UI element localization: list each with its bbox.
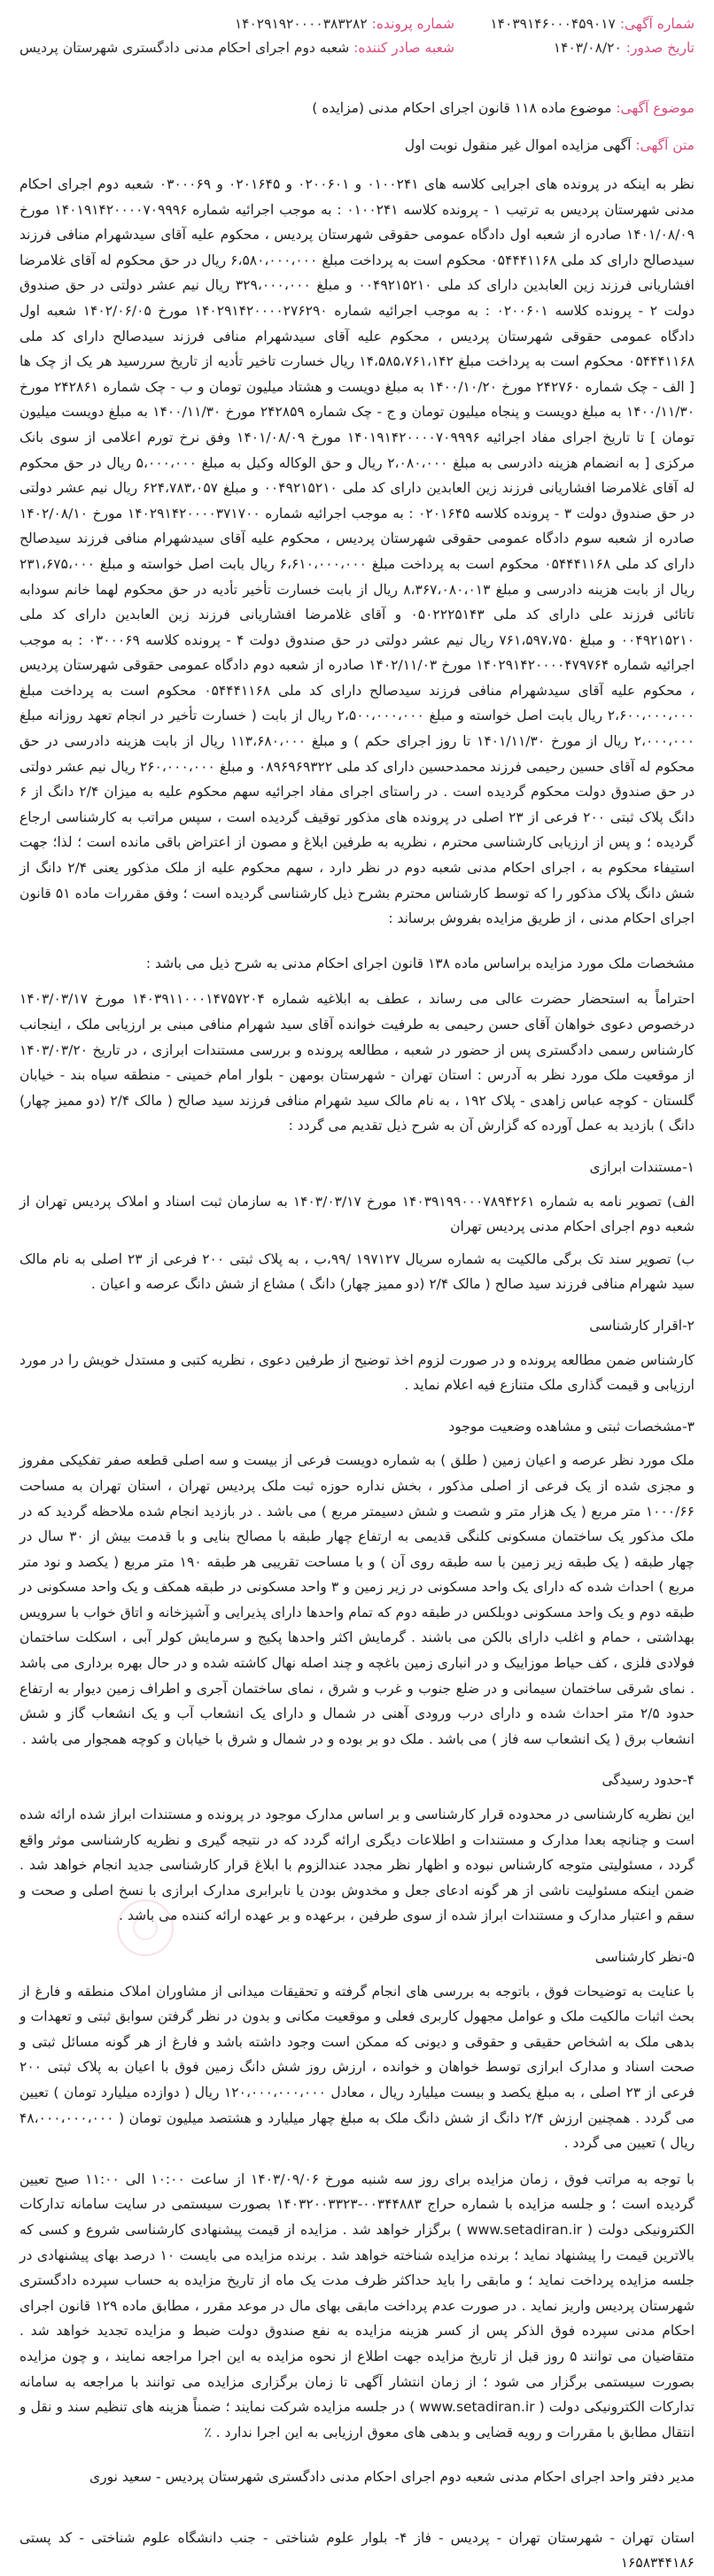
section-heading-declaration: ۲-اقرار کارشناسی (589, 1317, 695, 1334)
property-description-paragraph: ملک مورد نظر عرصه و اعیان زمین ( طلق ) به شماره دویست فرعی از بیست و سه اصلی قطعه صفر تفکیکی مفروز و مجزی شده از یک فرعی از اصلی مذکور ، بخش نداره حوزه ثبت ملک پردیس تهران ، استان تهران به مساحت ۱۰۰۰/۶۶ متر مربع ( یک هزار متر و شصت و شش دسیمتر مربع ) می باشد . در بازدید انجام شده ملاحظه گردید که در ملک مذکور یک ساختمان مسکونی کلنگی قدیمی به ارتفاع چهار طبقه با مصالح بنایی و با قدمت بیش از ۳۰ سال در چهار طبقه ( یک طبقه زیر زمین با سه طبقه روی آن ) و با مساحت تقریبی هر طبقه ۱۹۰ متر مربع ( یکصد و نود متر مربع ) احداث شده که دارای یک واحد مسکونی در زیر زمین و ۳ واحد مسکونی در طبقه همکف و یک واحد مسکونی در طبقه دوم و یک واحد مسکونی دوبلکس در طبقه دوم که تمام واحدها دارای پذیرایی و آشپزخانه و اتاق خواب با سرویس بهداشتی ، حمام و اغلب دارای بالکن می باشند . گرمایش اکثر واحدها پکیج و سرمایش کولر آبی ، اسکلت ساختمان فولادی فلزی ، کف حیاط موزاییک و در انباری زمین باغچه و چند اصله نهال کاشته شده و در حال بهره برداری می باشد . نمای شرقی ساختمان سیمانی و در ضلع جنوب و غرب و شرق ، نمای ساختمان آجری و اطراف زمین دیوار به ارتفاع حدود ۲/۵ متر احداث شده و دارای درب ورودی آهنی در شمال و دارای یک انشعاب آب و یک انشعاب گاز و شش انشعاب برق ( یک انشعاب سه فاز ) می باشد . ملک دو بر بوده و در شمال و شرق با خیابان و کوچه همجوار می باشد . (19, 1452, 695, 1747)
subject-line (19, 96, 695, 120)
case-number: ۱۴۰۲۹۱۹۲۰۰۰۰۳۸۳۲۸۲ (234, 16, 368, 32)
case-number-label: شماره پرونده: (371, 16, 454, 32)
header-right-column (490, 12, 695, 60)
court-address: استان تهران - شهرستان تهران - پردیس - فاز ۴- بلوار علوم شناختی - جنب دانشگاه علوم شناختی - کد پستی ۱۶۵۸۳۴۴۱۸۶ (19, 2529, 695, 2572)
document-item-b: ب) تصویر سند تک برگی مالکیت به شماره سریال ۱۹۷۱۲۷ /۹۹،ب ، به پلاک ثبتی ۲۰۰ فرعی از ۲۳ اصلی به نام مالک سید شهرام منافی فرزند سید صالح ( مالک ۲/۴ (دو ممیز چهار) دانگ ) مشاع از شش دانگ عرصه و اعیان . (19, 1250, 695, 1293)
header-left-column (19, 12, 454, 60)
watermark-seal-icon (117, 1899, 174, 1956)
subject-text: موضوع ماده ۱۱۸ قانون اجرای احکام مدنی (مزایده ) (312, 100, 612, 116)
intro-paragraph: نظر به اینکه در پرونده های اجرایی کلاسه های ۰۱۰۰۲۴۱ و ۰۲۰۰۶۰۱ و ۰۲۰۱۶۴۵ و ۰۳۰۰۰۶۹ شعبه دوم اجرای احکام مدنی شهرستان پردیس به ترتیب ۱ - پرونده کلاسه ۰۱۰۰۲۴۱ : به موجب اجرائیه شماره ۱۴۰۱۹۱۴۲۰۰۰۰۷۰۹۹۹۶ مورخ ۱۴۰۱/۰۸/۰۹ صادره از شعبه اول دادگاه عمومی حقوقی شهرستان پردیس ، محکوم علیه آقای سیدشهرام منافی فرزند سیدصالح دارای کد ملی ۰۵۴۴۴۱۱۶۸ محکوم است به پرداخت مبلغ ۶،۵۸۰،۰۰۰،۰۰۰ ریال در حق محکوم له آقای غلامرضا افشاریانی فرزند زین العابدین دارای کد ملی ۰۰۴۹۲۱۵۲۱۰ و مبلغ ۳۲۹،۰۰۰،۰۰۰ ریال نیم عشر دولتی در حق صندوق دولت ۲ - پرونده کلاسه ۰۲۰۰۶۰۱ : به موجب اجرائیه شماره ۱۴۰۲۹۱۴۲۰۰۰۰۲۷۶۲۹۰ مورخ ۱۴۰۲/۰۶/۰۵ شعبه اول دادگاه عمومی حقوقی شهرستان پردیس ، محکوم علیه آقای سیدشهرام منافی فرزند سیدصالح دارای کد ملی ۰۵۴۴۴۱۱۶۸ محکوم است به پرداخت مبلغ ۱۴،۵۸۵،۷۶۱،۱۴۲ ریال خسارت تاخیر تأدیه از تاریخ سررسید هر یک از چک ها [ الف - چک شماره ۲۴۲۷۶۰ مورخ ۱۴۰۰/۱۰/۲۰ به مبلغ دویست و هشتاد میلیون تومان و ب - چک شماره ۲۴۲۸۶۱ مورخ ۱۴۰۰/۱۱/۳۰ به مبلغ دویست و پنجاه میلیون تومان و ج - چک شماره ۲۴۲۸۵۹ مورخ ۱۴۰۰/۱۱/۳۰ به مبلغ دویست میلیون تومان ] تا تاریخ اجرای مفاد اجرائیه ۱۴۰۱۹۱۴۲۰۰۰۰۷۰۹۹۹۶ مورخ ۱۴۰۱/۰۸/۰۹ وفق نرخ تورم اعلامی از سوی بانک مرکزی [ به انضمام هزینه دادرسی به مبلغ ۲،۰۸۰،۰۰۰ ریال و حق الوکاله وکیل به مبلغ ۵،۰۰۰،۰۰۰ ریال در حق محکوم له آقای غلامرضا افشاریانی فرزند زین العابدین دارای کد ملی ۰۰۴۹۲۱۵۲۱۰ و مبلغ ۶۲۴،۷۸۳،۰۵۷ ریال نیم عشر دولتی در حق صندوق دولت ۳ - پرونده کلاسه ۰۲۰۱۶۴۵ : به موجب اجرائیه شماره ۱۴۰۲۹۱۴۲۰۰۰۰۳۷۱۷۰۰ مورخ ۱۴۰۲/۰۸/۱۰ صادره از شعبه سوم دادگاه عمومی حقوقی شهرستان پردیس ، محکوم علیه آقای سیدشهرام منافی فرزند سیدصالح دارای کد ملی ۰۵۴۴۴۱۱۶۸ محکوم است به پرداخت مبلغ ۶،۶۱۰،۰۰۰،۰۰۰ ریال بابت اصل خواسته و مبلغ ۲۳۱،۶۷۵،۰۰۰ ریال از بابت هزینه دادرسی و مبلغ ۸،۳۶۷،۰۸۰،۰۱۳ ریال از بابت خسارت تأخیر تأدیه در حق محکوم لهما خانم سودابه تاتائی فرزند علی دارای کد ملی ۰۵۰۲۲۲۵۱۴۳ و آقای غلامرضا افشاریانی فرزند زین العابدین دارای کد ملی ۰۰۴۹۲۱۵۲۱۰ و مبلغ ۷۶۱،۵۹۷،۷۵۰ ریال نیم عشر دولتی در حق صندوق دولت ۴ - پرونده کلاسه ۰۳۰۰۰۶۹ : به موجب اجرائیه شماره ۱۴۰۲۹۱۴۲۰۰۰۰۴۷۹۷۶۴ مورخ ۱۴۰۲/۱۱/۰۳ صادره از شعبه دوم دادگاه عمومی حقوقی شهرستان پردیس ، محکوم علیه آقای سیدشهرام منافی فرزند سیدصالح دارای کد ملی ۰۵۴۴۴۱۱۶۸ محکوم است به پرداخت مبلغ ۲،۶۰۰،۰۰۰،۰۰۰ ریال بابت اصل خواسته و مبلغ ۲،۵۰۰،۰۰۰،۰۰۰ ریال از بابت ( خسارت تأخیر در انجام تعهد روزانه مبلغ ۲،۰۰۰،۰۰۰ ریال از مورخ ۱۴۰۱/۱۱/۳۰ تا روز اجرای حکم ) و مبلغ ۱۱۳،۶۸۰،۰۰۰ ریال از بابت هزینه دادرسی در حق محکوم له آقای حسین رحیمی فرزند محمدحسین دارای کد ملی ۰۸۹۶۹۶۹۳۲۲ و مبلغ ۲۶۰،۰۰۰،۰۰۰ ریال نیم عشر دولتی در حق صندوق دولت محکوم گردیده است . در راستای اجرای مفاد اجرائیه سهم محکوم علیه به میزان ۲/۴ دانگ از ۶ دانگ پلاک ثبتی ۲۰۰ فرعی از ۲۳ اصلی در پرونده های مذکور توقیف گردیده است ، سپس مراتب به کارشناسی ارجاع گردیده ؛ و پس از ارزیابی کارشناسی محترم ، نظریه به طرفین ابلاغ و مصون از اعتراض باقی مانده است ؛ لذا؛ جهت استیفاء محکوم به ، اجرای احکام مدنی شعبه دوم در نظر دارد ، سهم محکوم علیه از ملک مذکور یعنی ۲/۴ دانگ از شش دانگ پلاک مذکور را که توسط کارشناس محترم بشرح ذیل کارشناسی گردیده است ؛ وفق مقررات ماده ۵۱ قانون اجرای احکام مدنی ، از طریق مزایده بفروش برساند : (19, 176, 695, 927)
subject-label: موضوع آگهی: (616, 100, 695, 116)
issuer-row (19, 36, 454, 60)
issuer-label: شعبه صادر کننده: (353, 40, 454, 56)
issuer: شعبه دوم اجرای احکام مدنی دادگستری شهرستان پردیس (19, 40, 350, 56)
section-heading-documents: ۱-مستندات ابرازی (589, 1158, 695, 1175)
scope-paragraph: این نظریه کارشناسی در محدوده قرار کارشناسی و بر اساس مدارک موجود در پرونده و مستندات ابراز شده ارائه شده است و چنانچه بعدا مدارک و مستندات و اطلاعات دیگری ارائه گردد که در نتیجه گیری و نظریه کارشناسی موثر واقع گردد ، مسئولیتی متوجه کارشناس نبوده و اظهار نظر مجدد عندالزوم با ابلاغ قرار کارشناسی جدید انجام خواهد شد . ضمن اینکه مسئولیت ناشی از هر گونه ادعای جعل و مخدوش بودن یا نابرابری مدارک ابرازی با نسخ اصلی و صحت و سقم و اعتبار مدارک و مستندات ابراز شده از سوی طرفین ، برعهده و بر عهده ارائه کننده می باشد . (19, 1806, 695, 1924)
expert-opinion-paragraph: با عنایت به توضیحات فوق ، باتوجه به بررسی های انجام گرفته و تحقیقات میدانی از مشاوران املاک منطقه و فارغ از بحث اثبات مالکیت ملک و عوامل مجهول کاربری فعلی و موقعیت مکانی و بدون در نظر گرفتن سوابق ثبتی و تعهدات و بدهی ملک به اشخاص حقیقی و حقوقی و دیونی که ممکن است وجود داشته باشد و فارغ از هر گونه مسائل ثبتی و صحت اسناد و مدارک ابرازی توسط خواهان و خوانده ، ارزش روز شش دانگ زمین فوق با اعیان به پلاک ثبتی ۲۰۰ فرعی از ۲۳ اصلی ، به مبلغ یکصد و بیست میلیارد ریال ، معادل ۱۲۰،۰۰۰،۰۰۰،۰۰۰ ریال ( دوازده میلیارد تومان ) تعیین می گردد . همچنین ارزش ۲/۴ دانگ از شش دانگ ملک به مبلغ چهار میلیارد و هشتصد میلیون تومان ( ۴۸،۰۰۰،۰۰۰،۰۰۰ ریال ) تعیین می گردد . (19, 1983, 695, 2152)
notice-number: ۱۴۰۳۹۱۴۶۰۰۰۴۵۹۰۱۷ (490, 16, 616, 32)
notice-number-row (490, 12, 695, 36)
auction-terms-paragraph: با توجه به مراتب فوق ، زمان مزایده برای روز سه شنبه مورخ ۱۴۰۳/۰۹/۰۶ از ساعت ۱۰:۰۰ الی ۱۱:۰۰ صبح تعیین گردیده است ؛ و جلسه مزایده با شماره حراج ۰۰۳۴۴۸۸۳-۱۴۰۳۲۰۰۳۳۲۳ بصورت سیستمی در سایت سامانه تدارکات الکترونیکی دولت ( www.setadiran.ir ) برگزار خواهد شد . مزایده از قیمت پیشنهادی کارشناسی شروع و کسی که بالاترین قیمت را پیشنهاد نماید ؛ برنده مزایده شناخته خواهد شد . برنده مزایده می بایست ۱۰ درصد بهای پیشنهادی در جلسه مزایده پرداخت نماید ؛ و مابقی را باید حداکثر ظرف مدت یک ماه از تاریخ مزایده به حساب سپرده دادگستری شهرستان پردیس واریز نماید . در صورت عدم پرداخت مابقی بهای مال در موعد مقرر ، مطابق ماده ۱۲۹ قانون اجرای احکام مدنی سپرده فوق الذکر پس از کسر هزینه مزایده به نفع صندوق دولت ضبط و مزایده تجدید خواهد شد . متقاضیان می توانند ۵ روز قبل از تاریخ مزایده جهت اطلاع از نحوه مزایده به این اجرا مراجعه نمایند ، و چون مزایده بصورت سیستمی برگزار می شود ؛ از زمان انتشار آگهی تا زمان برگزاری مزایده می توانند با مراجعه به سامانه تدارکات الکترونیکی دولت ( www.setadiran.ir ) در جلسه مزایده شرکت نمایند ؛ ضمناً هزینه های تنظیم سند و نقل و انتقال مطابق با مقررات و رویه قضایی و بدهی های معوق ارزیابی به این اجرا ندارد . ٪ (19, 2170, 695, 2441)
notice-header (19, 12, 695, 60)
section-heading-opinion: ۵-نظر کارشناسی (594, 1949, 695, 1965)
section-heading-scope: ۴-حدود رسیدگی (601, 1772, 695, 1789)
text-title-line (19, 133, 695, 158)
section-heading-property: ۳-مشخصات ثبتی و مشاهده وضعیت موجود (448, 1418, 695, 1435)
text-label: متن آگهی: (635, 137, 695, 153)
declaration-paragraph: کارشناس ضمن مطالعه پرونده و در صورت لزوم اخذ توضیح از طرفین دعوی ، نظریه کتبی و مستدل خویش را در مورد ارزیابی و قیمت گذاری ملک متنازع فیه اعلام نماید . (19, 1351, 695, 1394)
specs-heading: مشخصات ملک مورد مزایده براساس ماده ۱۳۸ قانون اجرای احکام مدنی به شرح ذیل می باشد : (145, 955, 695, 971)
notice-number-label: شماره آگهی: (619, 16, 695, 32)
document-item-a: الف) تصویر نامه به شماره ۱۴۰۳۹۱۹۹۰۰۰۷۸۹۴۲۶۱ مورخ ۱۴۰۳/۰۳/۱۷ به سازمان ثبت اسناد و املاک پردیس تهران از شعبه دوم اجرای احکام مدنی پردیس تهران (19, 1193, 695, 1235)
case-number-row (19, 12, 454, 36)
issue-date: ۱۴۰۳/۰۸/۲۰ (553, 40, 622, 56)
text-title: آگهی مزایده اموال غیر منقول نوبت اول (404, 137, 632, 153)
issue-date-label: تاریخ صدور: (625, 40, 695, 56)
issue-date-row (490, 36, 695, 60)
expert-intro-paragraph: احتراماً به استحضار حضرت عالی می رساند ، عطف به ابلاغیه شماره ۱۴۰۳۹۱۱۰۰۰۱۴۷۵۷۲۰۴ مورخ ۱۴۰۳/۰۳/۱۷ درخصوص دعوی خواهان آقای حسن رحیمی به طرفیت خوانده آقای سید شهرام منافی مبنی بر ارزیابی ملک ، اینجانب کارشناس رسمی دادگستری پس از حضور در شعبه ، مطالعه پرونده و بررسی مستندات ابرازی ، در تاریخ ۱۴۰۳/۰۳/۲۰ از موقعیت ملک مورد نظر به آدرس : استان تهران - شهرستان بومهن - بلوار امام خمینی - منطقه سیاه بند - خیابان گلستان - کوچه عباس زاهدی - پلاک ۱۹۲ ، به نام مالک سید شهرام منافی فرزند سید صالح ( مالک ۲/۴ (دو ممیز چهار) دانگ ) بازدید به عمل آورده که گزارش آن به شرح ذیل تقدیم می گردد : (19, 991, 695, 1134)
signature-line: مدیر دفتر واحد اجرای احکام مدنی شعبه دوم اجرای احکام مدنی دادگستری شهرستان پردیس - سعید نوری (89, 2469, 695, 2486)
